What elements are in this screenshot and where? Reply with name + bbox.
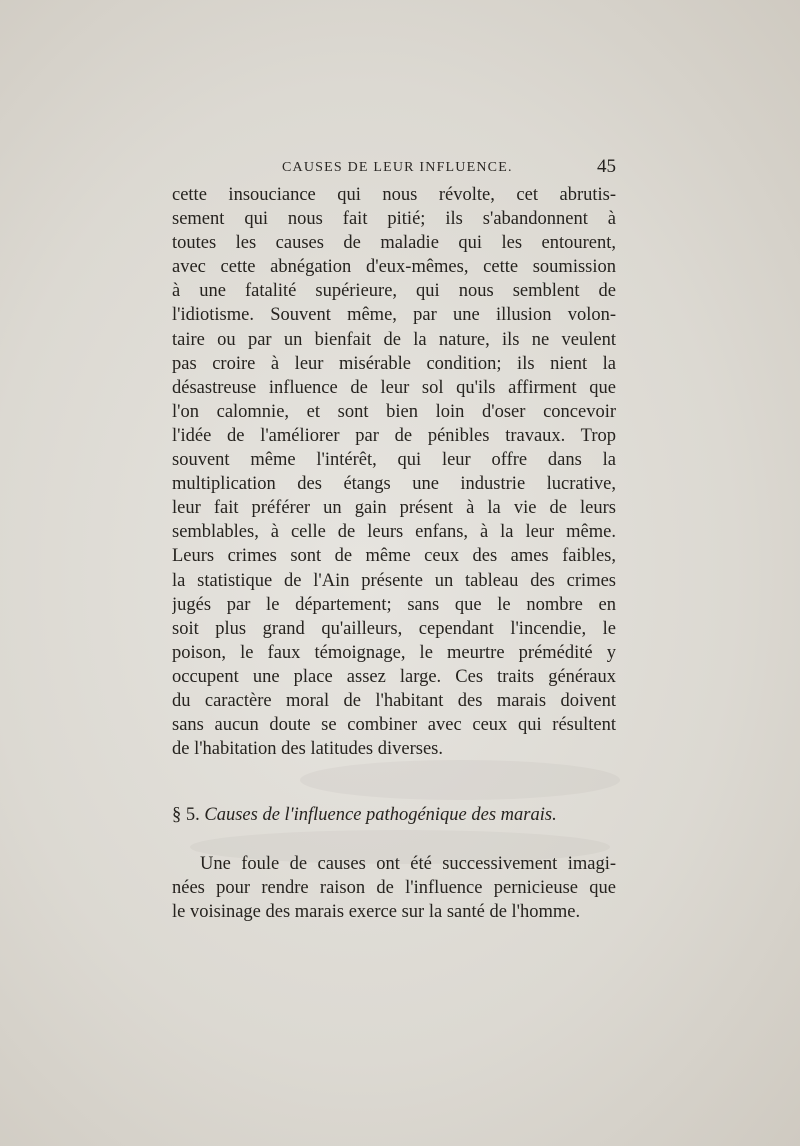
text-line: avec cette abnégation d'eux-mêmes, cette soumission bbox=[172, 257, 616, 278]
text-line: l'idiotisme. Souvent même, par une illusion volon- bbox=[172, 305, 616, 326]
text-line: multiplication des étangs une industrie lucrative, bbox=[172, 474, 616, 495]
text-line: l'idée de l'améliorer par de pénibles travaux. Trop bbox=[172, 425, 616, 446]
text-line: taire ou par un bienfait de la nature, ils ne veulent bbox=[172, 329, 616, 350]
text-line: Une foule de causes ont été successivement imagi- bbox=[200, 854, 616, 874]
text-line: toutes les causes de maladie qui les entourent, bbox=[172, 233, 616, 254]
section-title: Causes de l'influence pathogénique des marais. bbox=[204, 805, 557, 825]
text-line: désastreuse influence de leur sol qu'ils affirment que bbox=[172, 377, 616, 398]
text-line: nées pour rendre raison de l'influence pernicieuse que bbox=[172, 878, 616, 899]
text-line: semblables, à celle de leurs enfans, à la leur même. bbox=[172, 522, 616, 543]
text-line: jugés par le département; sans que le nombre en bbox=[172, 594, 616, 615]
text-line: de l'habitation des latitudes diverses. bbox=[172, 739, 444, 760]
text-line: poison, le faux témoignage, le meurtre prémédité y bbox=[172, 642, 616, 663]
text-line: pas croire à leur misérable condition; ils nient la bbox=[172, 353, 616, 374]
text-line: la statistique de l'Ain présente un tableau des crimes bbox=[172, 570, 616, 591]
text-line: à une fatalité supérieure, qui nous semblent de bbox=[172, 281, 616, 302]
text-line: occupent une place assez large. Ces traits généraux bbox=[172, 666, 616, 687]
text-line: souvent même l'intérêt, qui leur offre dans la bbox=[172, 450, 616, 471]
text-line: Leurs crimes sont de même ceux des ames faibles, bbox=[172, 546, 616, 567]
page-number: 45 bbox=[597, 156, 616, 177]
paper-stain bbox=[300, 760, 620, 800]
text-line: le voisinage des marais exerce sur la santé de l'homme. bbox=[172, 902, 581, 923]
section-number: § 5. bbox=[172, 805, 200, 825]
paragraph-1 bbox=[172, 183, 616, 761]
text-line: sement qui nous fait pitié; ils s'abandonnent à bbox=[172, 209, 616, 230]
paragraph-2 bbox=[172, 852, 616, 924]
text-line: sans aucun doute se combiner avec ceux qui résultent bbox=[172, 715, 616, 736]
text-line: leur fait préférer un gain présent à la vie de leurs bbox=[172, 498, 616, 519]
text-line: du caractère moral de l'habitant des marais doivent bbox=[172, 690, 616, 711]
page-header bbox=[170, 156, 618, 182]
text-line: cette insouciance qui nous révolte, cet abrutis- bbox=[172, 185, 616, 205]
text-line: soit plus grand qu'ailleurs, cependant l'incendie, le bbox=[172, 618, 616, 639]
section-heading bbox=[172, 803, 616, 827]
running-head: CAUSES DE LEUR INFLUENCE. bbox=[282, 160, 513, 175]
text-line: l'on calomnie, et sont bien loin d'oser concevoir bbox=[172, 401, 616, 422]
